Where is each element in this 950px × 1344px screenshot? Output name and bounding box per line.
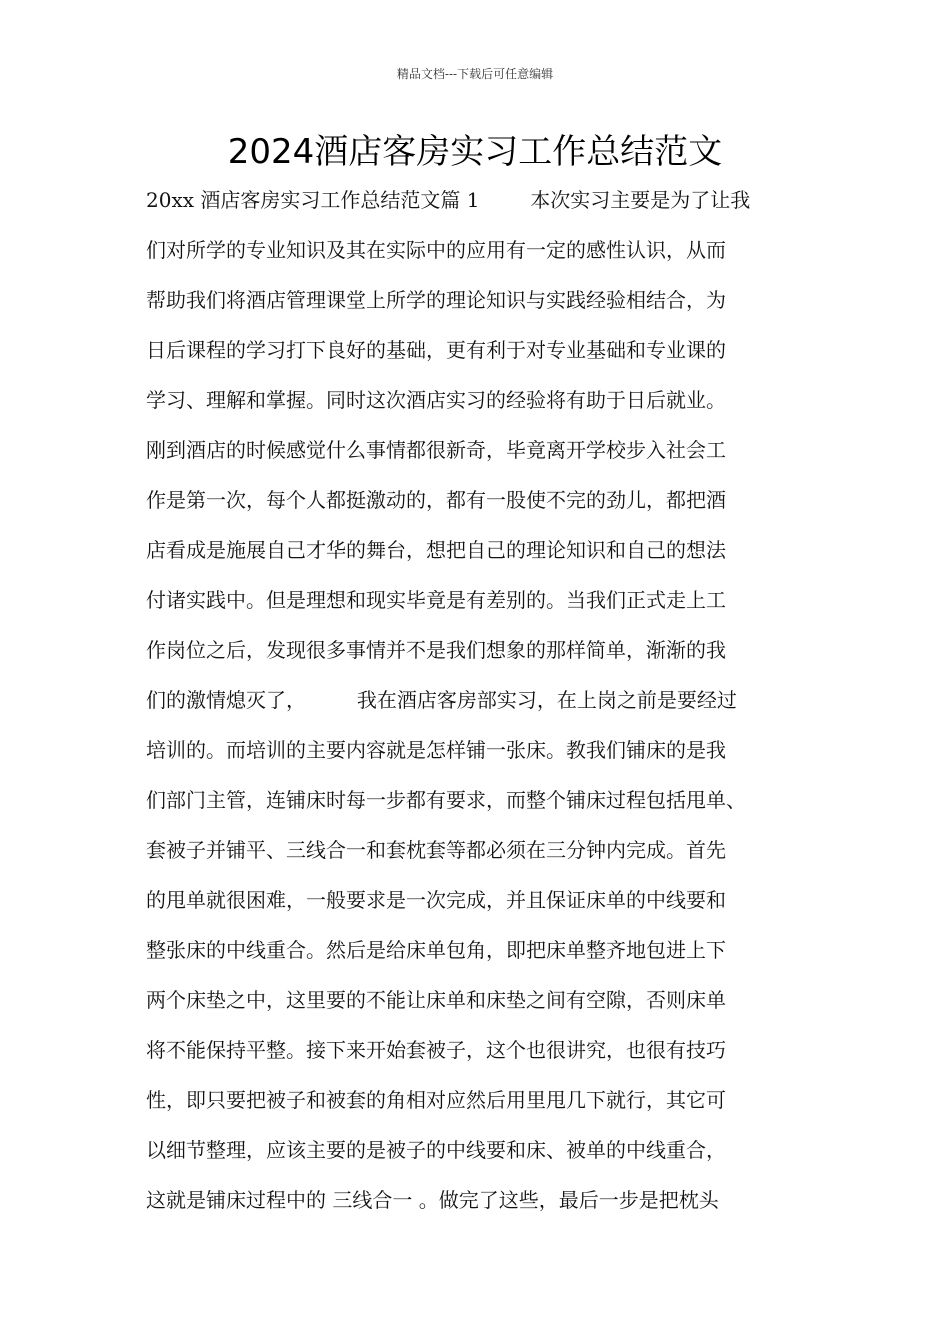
body-line: 的甩单就很困难，一般要求是一次完成，并且保证床单的中线要和: [146, 888, 726, 912]
body-line: 日后课程的学习打下良好的基础，更有利于对专业基础和专业课的: [146, 338, 726, 362]
body-line: 店看成是施展自己才华的舞台，想把自己的理论知识和自己的想法: [146, 538, 726, 562]
body-line: 两个床垫之中，这里要的不能让床单和床垫之间有空隙，否则床单: [146, 988, 726, 1012]
body-line: 以细节整理，应该主要的是被子的中线要和床、被单的中线重合，: [146, 1138, 726, 1162]
body-line: 学习、理解和掌握。同时这次酒店实习的经验将有助于日后就业。: [146, 388, 726, 412]
body-line: 们的激情熄灭了， 我在酒店客房部实习，在上岗之前是要经过: [146, 688, 737, 712]
body-line: 们部门主管，连铺床时每一步都有要求，而整个铺床过程包括甩单、: [146, 788, 746, 812]
body-line: 20xx 酒店客房实习工作总结范文篇 1 本次实习主要是为了让我: [146, 188, 751, 212]
body-line: 帮助我们将酒店管理课堂上所学的理论知识与实践经验相结合，为: [146, 288, 726, 312]
body-line: 套被子并铺平、三线合一和套枕套等都必须在三分钟内完成。首先: [146, 838, 726, 862]
document-title: 2024酒店客房实习工作总结范文: [227, 132, 723, 172]
header-note: 精品文档---下载后可任意编辑: [396, 67, 554, 81]
body-line: 培训的。而培训的主要内容就是怎样铺一张床。教我们铺床的是我: [146, 738, 726, 762]
body-line: 这就是铺床过程中的 三线合一 。做完了这些，最后一步是把枕头: [146, 1188, 719, 1212]
body-line: 们对所学的专业知识及其在实际中的应用有一定的感性认识，从而: [146, 238, 726, 262]
body-line: 作是第一次，每个人都挺激动的，都有一股使不完的劲儿，都把酒: [146, 488, 726, 512]
body-line: 整张床的中线重合。然后是给床单包角，即把床单整齐地包进上下: [146, 938, 726, 962]
body-line: 将不能保持平整。接下来开始套被子，这个也很讲究，也很有技巧: [146, 1038, 726, 1062]
body-line: 刚到酒店的时候感觉什么事情都很新奇，毕竟离开学校步入社会工: [146, 438, 726, 462]
body-line: 付诸实践中。但是理想和现实毕竟是有差别的。当我们正式走上工: [146, 588, 726, 612]
body-text: [146, 180, 826, 1230]
body-line: 性，即只要把被子和被套的角相对应然后用里甩几下就行，其它可: [146, 1088, 726, 1112]
body-line: 作岗位之后，发现很多事情并不是我们想象的那样简单，渐渐的我: [146, 638, 726, 662]
